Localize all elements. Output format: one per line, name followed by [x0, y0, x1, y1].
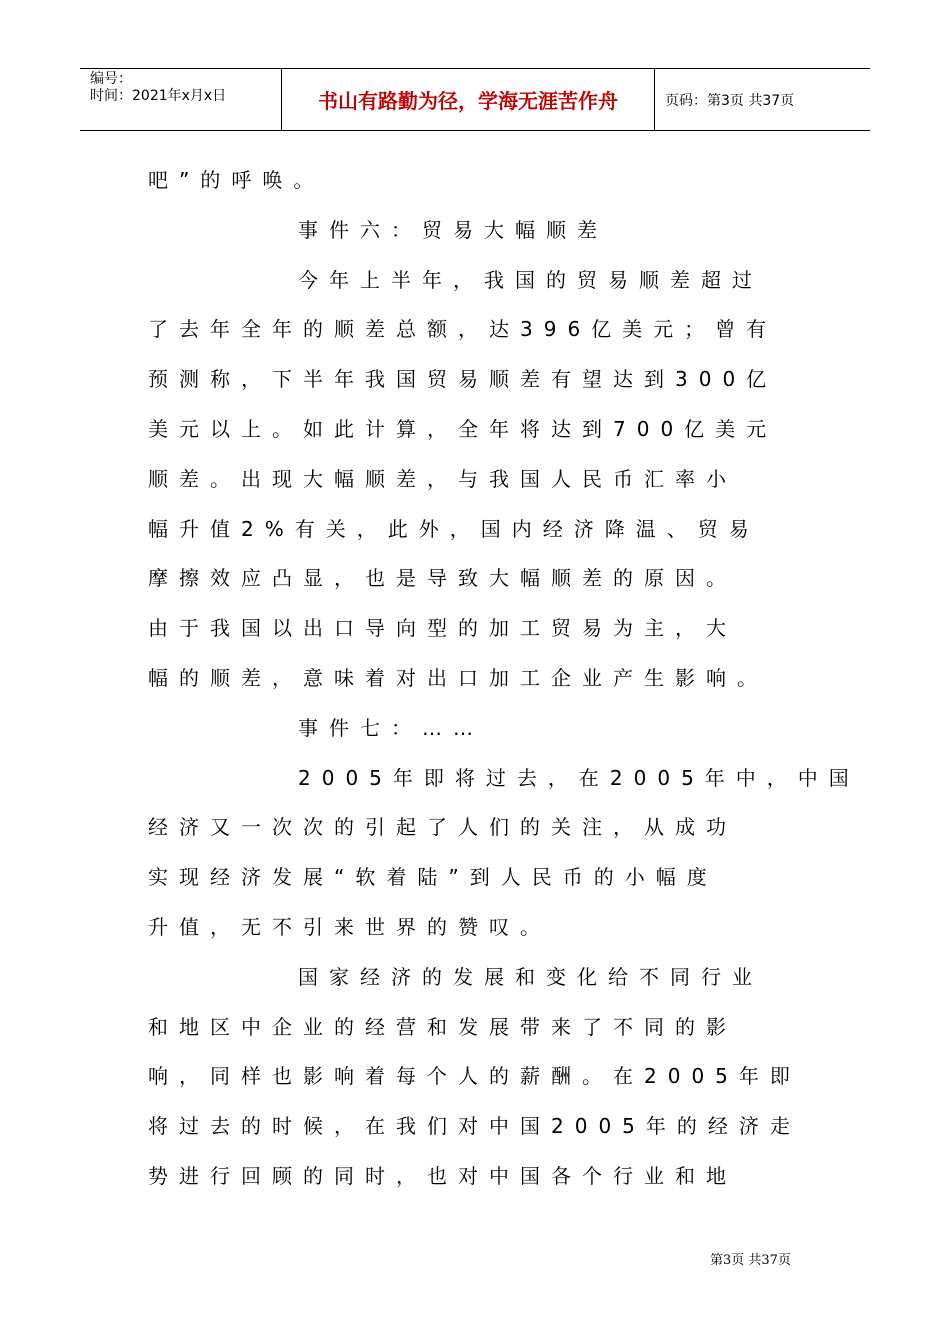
section-heading: 事件六：贸易大幅顺差: [298, 217, 608, 242]
page-footer: 第3页 共37页: [710, 1253, 791, 1268]
header-meta: [80, 69, 282, 130]
body-line: 升值，无不引来世界的赞叹。: [148, 914, 551, 939]
body-line: 幅的顺差，意味着对出口加工企业产生影响。: [148, 665, 768, 690]
document-body: [148, 162, 860, 1208]
body-line: 今年上半年，我国的贸易顺差超过: [298, 267, 763, 292]
body-line: 和地区中企业的经营和发展带来了不同的影: [148, 1014, 737, 1039]
body-line: 经济又一次次的引起了人们的关注，从成功: [148, 815, 737, 840]
body-line: 实现经济发展“软着陆”到人民币的小幅度: [148, 865, 718, 890]
body-line: 顺差。出现大幅顺差，与我国人民币汇率小: [148, 466, 737, 491]
body-line: 幅升值2%有关，此外，国内经济降温、贸易: [148, 516, 760, 541]
section-heading: 事件七：……: [298, 715, 484, 740]
body-line: 国家经济的发展和变化给不同行业: [298, 964, 763, 989]
document-number-label: 编号：: [90, 71, 132, 87]
body-line: 2005年即将过去，在2005年中，中国: [298, 765, 860, 790]
body-line: 势进行回顾的同时，也对中国各个行业和地: [148, 1163, 737, 1188]
document-date: 时间：2021年x月x日: [90, 88, 227, 104]
header-page-info: 页码：第3页 共37页: [665, 92, 795, 109]
body-line: 将过去的时候，在我们对中国2005年的经济走: [148, 1114, 801, 1139]
body-line: 吧”的呼唤。: [148, 168, 325, 192]
page-header: [80, 68, 870, 131]
body-line: 由于我国以出口导向型的加工贸易为主，大: [148, 616, 737, 641]
body-line: 了去年全年的顺差总额，达396亿美元；曾有: [148, 317, 778, 342]
header-motto: 书山有路勤为径，学海无涯苦作舟: [282, 69, 655, 130]
body-line: 响，同样也影响着每个人的薪酬。在2005年即: [148, 1064, 801, 1089]
body-line: 美元以上。如此计算，全年将达到700亿美元: [148, 416, 778, 441]
body-line: 预测称，下半年我国贸易顺差有望达到300亿: [148, 367, 778, 392]
body-line: 摩擦效应凸显，也是导致大幅顺差的原因。: [148, 566, 737, 591]
